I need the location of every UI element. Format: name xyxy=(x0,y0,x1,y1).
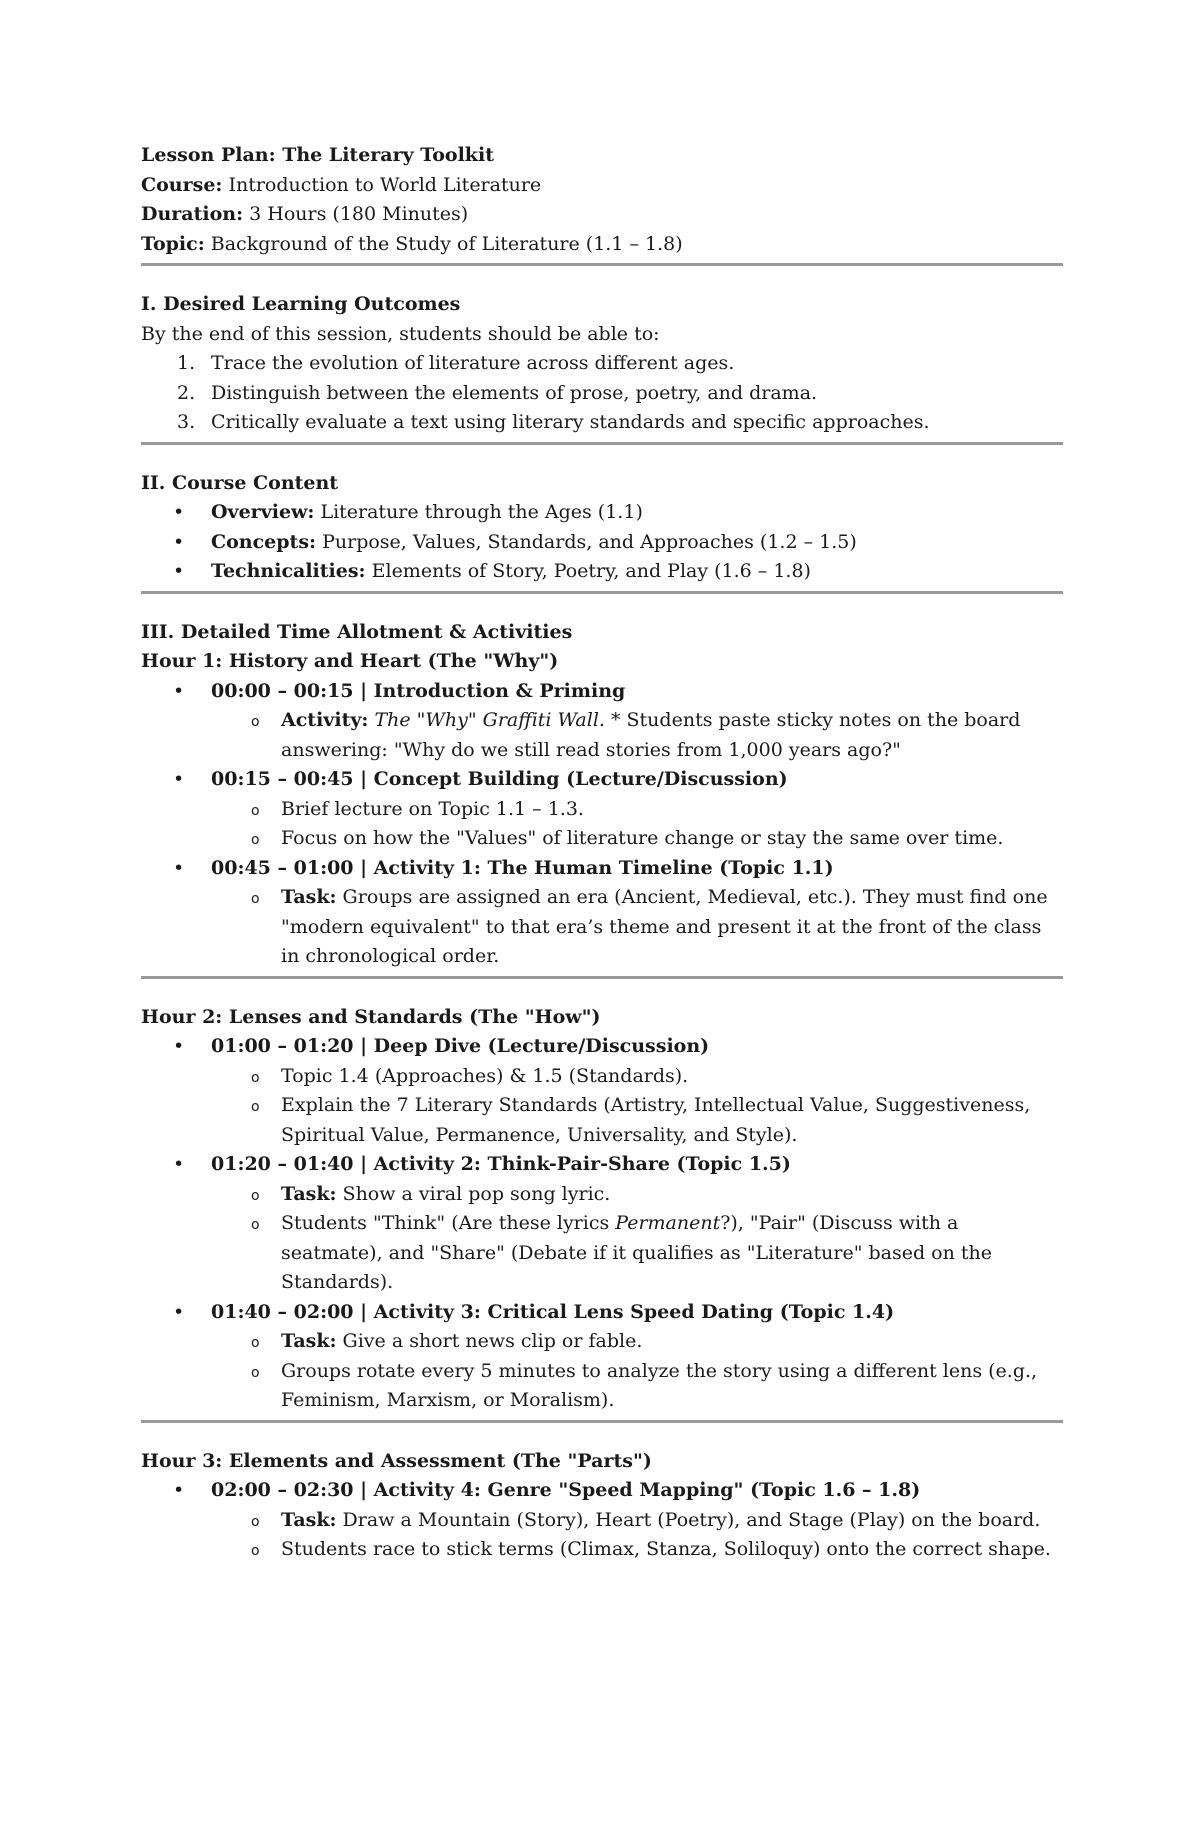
topic-value: Background of the Study of Literature (1.1 – 1.8) xyxy=(210,232,683,255)
circle-bullet-icon: o xyxy=(251,1364,260,1381)
bullet-icon: • xyxy=(173,768,185,790)
sub-list xyxy=(211,795,1063,854)
hour2-list xyxy=(141,1032,1063,1416)
sub-item xyxy=(211,1506,1063,1536)
duration-value: 3 Hours (180 Minutes) xyxy=(249,203,469,225)
allotment-heading: III. Detailed Time Allotment & Activities xyxy=(141,620,573,643)
hour1-heading: Hour 1: History and Heart (The "Why") xyxy=(141,650,559,672)
list-item xyxy=(141,349,1063,379)
item-text: Elements of Story, Poetry, and Play (1.6 – 1.8) xyxy=(365,560,811,582)
sub-list xyxy=(211,883,1063,972)
list-item xyxy=(141,498,1063,528)
bullet-icon: • xyxy=(173,501,185,523)
sub-list xyxy=(211,1327,1063,1416)
bullet-icon: • xyxy=(173,530,185,553)
duration-line xyxy=(141,200,1063,230)
circle-bullet-icon: o xyxy=(251,1543,260,1559)
item-text: ?), "Pair" (Discuss with a seatmate), and "Share" (Debate if it qualifies as "Literature" based on the Standards). xyxy=(281,1212,992,1293)
sub-item xyxy=(211,1091,1063,1150)
sub-item xyxy=(211,1062,1063,1092)
time-block-title: 00:15 – 00:45 | Concept Building (Lecture/Discussion) xyxy=(211,768,788,790)
hour3-list xyxy=(141,1476,1063,1565)
circle-bullet-icon: o xyxy=(251,1217,260,1233)
item-text: Give a short news clip or fable. xyxy=(336,1330,643,1352)
list-item xyxy=(141,408,1063,438)
item-label: Task: xyxy=(281,1330,337,1352)
item-number: 1. xyxy=(177,352,196,374)
course-value: Introduction to World Literature xyxy=(228,173,542,196)
sub-item xyxy=(211,824,1063,854)
item-italic: Permanent xyxy=(615,1212,721,1234)
circle-bullet-icon: o xyxy=(251,1335,260,1351)
item-text: Students race to stick terms (Climax, Stanza, Soliloquy) onto the correct shape. xyxy=(281,1538,1051,1560)
hour3-heading: Hour 3: Elements and Assessment (The "Parts") xyxy=(141,1449,652,1472)
sub-item xyxy=(211,706,1063,765)
circle-bullet-icon: o xyxy=(251,891,260,907)
time-block-title: 00:00 – 00:15 | Introduction & Priming xyxy=(211,679,626,702)
list-item xyxy=(141,677,1063,766)
item-label: Task: xyxy=(281,1182,337,1205)
item-text: Topic 1.4 (Approaches) & 1.5 (Standards). xyxy=(281,1064,689,1087)
list-item xyxy=(141,1476,1063,1565)
sub-item xyxy=(211,1357,1063,1416)
time-block-title: 00:45 – 01:00 | Activity 1: The Human Timeline (Topic 1.1) xyxy=(211,856,834,879)
topic-line xyxy=(141,230,1063,260)
sub-list xyxy=(211,1506,1063,1565)
list-item xyxy=(141,765,1063,854)
list-item xyxy=(141,557,1063,587)
list-item xyxy=(141,1032,1063,1150)
list-item xyxy=(141,854,1063,972)
list-item xyxy=(141,379,1063,409)
item-italic: The "Why" Graffiti Wall. xyxy=(374,709,605,731)
content-list xyxy=(141,498,1063,587)
bullet-icon: • xyxy=(173,679,185,702)
time-block-title: 01:40 – 02:00 | Activity 3: Critical Lens Speed Dating (Topic 1.4) xyxy=(211,1300,895,1323)
sub-list xyxy=(211,706,1063,765)
bullet-icon: • xyxy=(173,560,185,582)
section-divider xyxy=(141,1420,1063,1423)
item-text: Show a viral pop song lyric. xyxy=(336,1182,611,1205)
course-label: Course: xyxy=(141,173,223,196)
sub-item xyxy=(211,1209,1063,1298)
outcomes-list xyxy=(141,349,1063,438)
item-text: * Students paste sticky notes on the board answering: "Why do we still read stories from 1,000 years ago?" xyxy=(281,709,1021,761)
outcomes-heading: I. Desired Learning Outcomes xyxy=(141,293,461,315)
circle-bullet-icon: o xyxy=(251,1513,260,1530)
outcomes-intro: By the end of this session, students should be able to: xyxy=(141,322,660,345)
item-text: Brief lecture on Topic 1.1 – 1.3. xyxy=(281,797,584,820)
item-number: 2. xyxy=(177,381,196,404)
item-text: Trace the evolution of literature across different ages. xyxy=(211,352,735,374)
section-divider xyxy=(141,263,1063,266)
item-text: Critically evaluate a text using literary standards and specific approaches. xyxy=(211,411,930,433)
circle-bullet-icon: o xyxy=(251,1069,260,1086)
item-number: 3. xyxy=(177,411,196,433)
hour2-heading: Hour 2: Lenses and Standards (The "How") xyxy=(141,1005,601,1028)
course-line xyxy=(141,171,1063,201)
item-text: Groups rotate every 5 minutes to analyze the story using a different lens (e.g., Feminism, Marxism, or Moralism). xyxy=(281,1359,1038,1411)
document-title: Lesson Plan: The Literary Toolkit xyxy=(141,144,494,166)
bullet-icon: • xyxy=(173,1479,185,1501)
circle-bullet-icon: o xyxy=(251,1099,260,1115)
sub-item xyxy=(211,883,1063,972)
bullet-icon: • xyxy=(173,1300,185,1323)
time-block-title: 01:20 – 01:40 | Activity 2: Think-Pair-Share (Topic 1.5) xyxy=(211,1153,791,1175)
bullet-icon: • xyxy=(173,1153,185,1175)
item-label: Task: xyxy=(281,1508,337,1531)
list-item xyxy=(141,528,1063,558)
sub-item xyxy=(211,1180,1063,1210)
section-divider xyxy=(141,976,1063,979)
circle-bullet-icon: o xyxy=(251,832,260,848)
circle-bullet-icon: o xyxy=(251,714,260,730)
time-block-title: 02:00 – 02:30 | Activity 4: Genre "Speed Mapping" (Topic 1.6 – 1.8) xyxy=(211,1479,921,1501)
item-text: Purpose, Values, Standards, and Approaches (1.2 – 1.5) xyxy=(316,530,857,553)
item-label: Task: xyxy=(281,886,337,908)
item-label: Concepts: xyxy=(211,530,317,553)
item-label: Technicalities: xyxy=(211,560,366,582)
section-divider xyxy=(141,591,1063,594)
circle-bullet-icon: o xyxy=(251,802,260,819)
time-block-title: 01:00 – 01:20 | Deep Dive (Lecture/Discussion) xyxy=(211,1035,710,1057)
item-label: Overview: xyxy=(211,501,315,523)
sub-list xyxy=(211,1062,1063,1151)
item-text: Students "Think" (Are these lyrics xyxy=(281,1212,616,1234)
sub-item xyxy=(211,1327,1063,1357)
section-divider xyxy=(141,442,1063,445)
item-text: Explain the 7 Literary Standards (Artistry, Intellectual Value, Suggestiveness, Spiritual Value, Permanence, Universality, and Style). xyxy=(281,1094,1031,1146)
list-item xyxy=(141,1150,1063,1298)
topic-label: Topic: xyxy=(141,232,205,255)
sub-list xyxy=(211,1180,1063,1298)
lesson-plan-document xyxy=(141,141,1063,1565)
item-label: Activity: xyxy=(281,709,369,731)
duration-label: Duration: xyxy=(141,203,244,225)
sub-item xyxy=(211,795,1063,825)
item-text: Focus on how the "Values" of literature change or stay the same over time. xyxy=(281,827,1004,849)
sub-item xyxy=(211,1535,1063,1565)
item-text: Draw a Mountain (Story), Heart (Poetry), and Stage (Play) on the board. xyxy=(336,1508,1041,1531)
circle-bullet-icon: o xyxy=(251,1187,260,1204)
item-text: Distinguish between the elements of prose, poetry, and drama. xyxy=(211,381,818,404)
content-heading: II. Course Content xyxy=(141,471,339,494)
hour1-list xyxy=(141,677,1063,972)
item-text: Literature through the Ages (1.1) xyxy=(314,501,643,523)
bullet-icon: • xyxy=(173,1035,185,1057)
bullet-icon: • xyxy=(173,856,185,879)
item-text: Groups are assigned an era (Ancient, Medieval, etc.). They must find one "modern equivalent" to that era’s theme and present it at the front of the class in chronological order. xyxy=(281,886,1048,967)
list-item xyxy=(141,1298,1063,1416)
